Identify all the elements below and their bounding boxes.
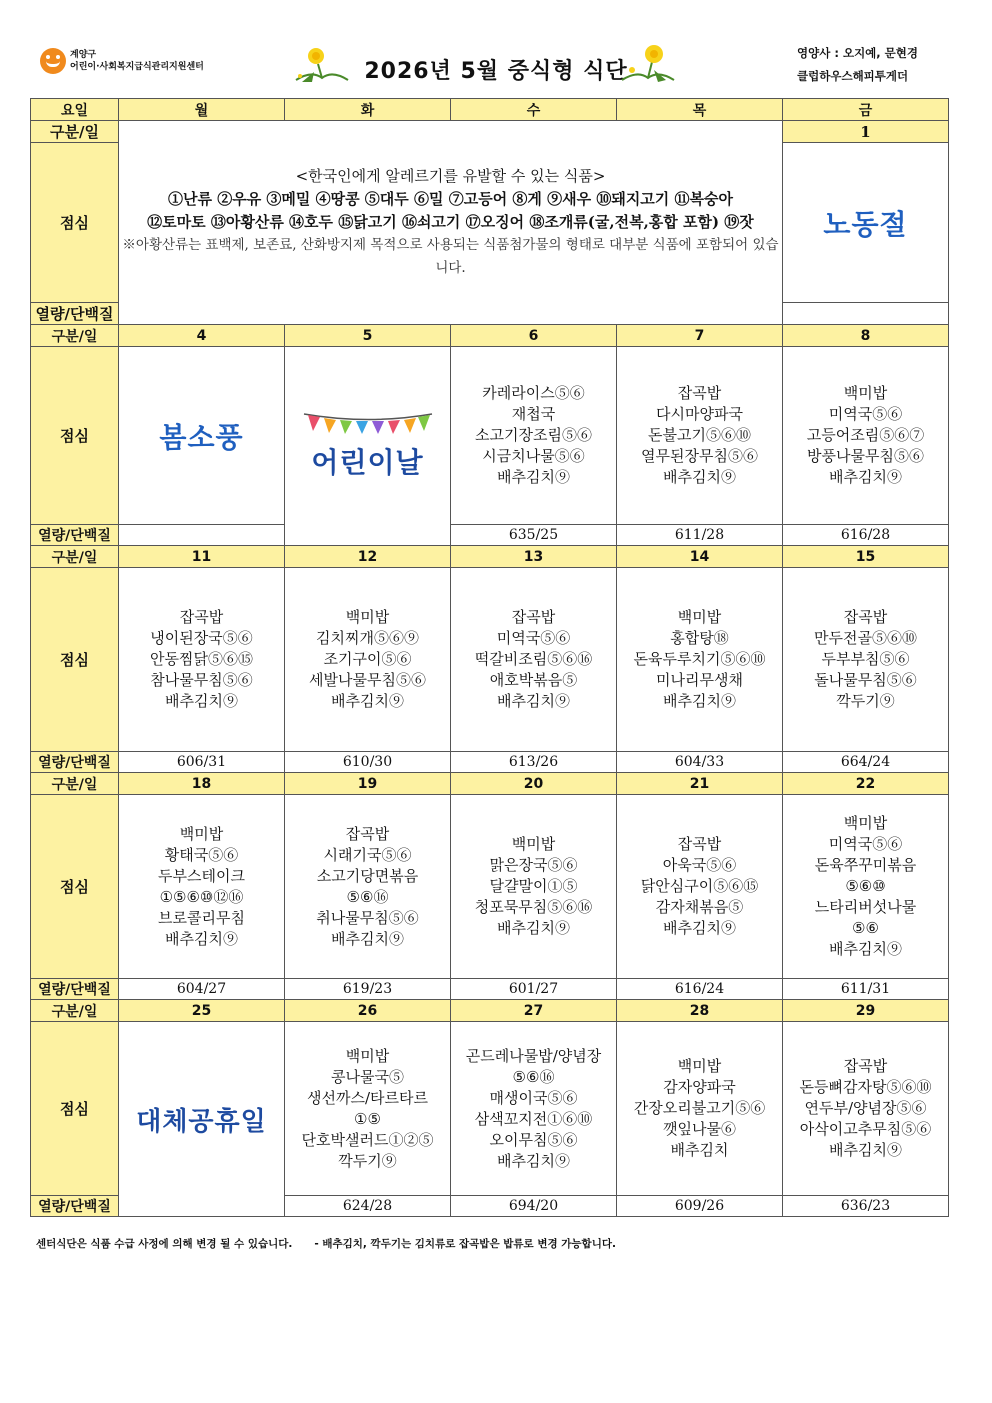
holiday-substitute [119,1022,285,1217]
dish: 재첩국 [511,405,556,423]
dish: 맑은장국⑤⑥ [489,856,578,874]
dish: 떡갈비조림⑤⑥⑯ [474,650,593,668]
nutrition-29: 636/23 [783,1196,949,1217]
dish: 배추김치⑨ [663,468,736,486]
weekday-thu: 목 [617,99,783,121]
day-14: 14 [617,546,783,568]
meal-21 [617,795,783,979]
category-day-label: 구분/일 [31,546,119,568]
dish: 백미밥 [843,814,888,832]
bunting-flags-icon [302,411,434,435]
meal-29 [783,1022,949,1196]
meal-20 [451,795,617,979]
weekday-label: 요일 [31,99,119,121]
dish: 배추김치⑨ [165,929,238,948]
day-27: 27 [451,1000,617,1022]
dish: 배추김치 [670,1141,729,1159]
week2-lunch-row [31,347,949,525]
day-7: 7 [617,325,783,347]
lunch-label: 점심 [31,347,119,525]
dish: 백미밥 [179,824,224,843]
holiday-spring-picnic [119,347,285,525]
dish: 배추김치⑨ [829,940,902,958]
dish: 시래기국⑤⑥ [323,845,412,864]
footer-note-substitution: - 배추김치, 깍두기는 김치류로 잡곡밥은 밥류로 변경 가능합니다. [314,1238,616,1250]
dish: 고등어조림⑤⑥⑦ [806,426,925,444]
weekday-fri: 금 [783,99,949,121]
dish: 미역국⑤⑥ [828,405,903,423]
dish: 잡곡밥 [511,608,556,626]
dish: 배추김치⑨ [663,692,736,710]
dish: 안동찜닭⑤⑥⑮ [150,650,253,668]
nutrition-6: 635/25 [451,525,617,546]
meal-6 [451,347,617,525]
holiday-text: 대체공휴일 [136,1106,267,1137]
meal-13 [451,568,617,752]
dish: 생선까스/타르타르 [307,1088,428,1107]
dish: 감자채볶음⑤ [655,898,744,916]
week5-lunch-row [31,1022,949,1196]
dish: 홍합탕⑱ [670,629,729,647]
weekday-tue: 화 [285,99,451,121]
dish: 백미밥 [677,1057,722,1075]
dish: 백미밥 [677,608,722,626]
dish: 돈육쭈꾸미볶음 [814,856,917,874]
meal-28 [617,1022,783,1196]
dish: 백미밥 [843,384,888,402]
logo-district: 계양구 [70,50,97,60]
day-18: 18 [119,773,285,795]
meal-26 [285,1022,451,1196]
nutrition-7: 611/28 [617,525,783,546]
day-19: 19 [285,773,451,795]
category-day-label: 구분/일 [31,121,119,143]
dish: 돈육두루치기⑤⑥⑩ [633,650,766,668]
dish: 청포묵무침⑤⑥⑯ [474,898,593,916]
dish: 배추김치⑨ [497,468,570,486]
day-8: 8 [783,325,949,347]
dish: 배추김치⑨ [331,692,404,710]
week3-nutrition-row [31,752,949,773]
dish: ①⑤⑥⑩⑫⑯ [159,887,244,906]
dish: 배추김치⑨ [331,929,404,948]
dish: 백미밥 [345,1046,390,1065]
dish: 다시마양파국 [656,405,743,423]
dish: 배추김치⑨ [497,919,570,937]
dish: 돈등뼈감자탕⑤⑥⑩ [799,1078,932,1096]
nutrition-4 [119,525,285,546]
lunch-label: 점심 [31,568,119,752]
dish: 황태국⑤⑥ [164,845,239,864]
nutrition-label: 열량/단백질 [31,525,119,546]
meal-8 [783,347,949,525]
nutrition-14: 604/33 [617,752,783,773]
dish: 미나리무생채 [656,671,743,689]
meal-18 [119,795,285,979]
day-15: 15 [783,546,949,568]
nutrition-11: 606/31 [119,752,285,773]
meal-7 [617,347,783,525]
nutrition-label: 열량/단백질 [31,303,119,325]
page-header [0,0,992,98]
dish: 간장오리불고기⑤⑥ [633,1099,766,1117]
week4-day-row [31,773,949,795]
weekday-mon: 월 [119,99,285,121]
nutrition-22: 611/31 [783,979,949,1000]
dish: 잡곡밥 [843,1057,888,1075]
page-title: 2026년 5월 중식형 식단 [364,59,628,84]
category-day-label: 구분/일 [31,1000,119,1022]
dish: 백미밥 [511,835,556,853]
staff-info [797,42,918,88]
dish: 아욱국⑤⑥ [662,856,737,874]
allergy-heading: <한국인에게 알레르기를 유발할 수 있는 식품> [295,167,606,185]
dish: ⑤⑥⑯ [346,887,389,906]
dish: 아삭이고추무침⑤⑥ [799,1120,932,1138]
lunch-label: 점심 [31,143,119,303]
day-25: 25 [119,1000,285,1022]
dish: 참나물무침⑤⑥ [150,671,253,689]
day-22: 22 [783,773,949,795]
footer-note-change: 센터식단은 식품 수급 사정에 의해 변경 될 수 있습니다. [36,1238,293,1250]
weekday-wed: 수 [451,99,617,121]
dish: 잡곡밥 [677,835,722,853]
holiday-labor-day [783,143,949,303]
nutrition-20: 601/27 [451,979,617,1000]
lunch-label: 점심 [31,1022,119,1196]
allergy-list-2: ⑫토마토 ⑬아황산류 ⑭호두 ⑮닭고기 ⑯쇠고기 ⑰오징어 ⑱조개류(굴,전복,홍합 포함) ⑲잣 [147,213,754,231]
dish: 잡곡밥 [677,384,722,402]
dish: 소고기당면볶음 [316,866,419,885]
meal-19 [285,795,451,979]
day-11: 11 [119,546,285,568]
facility-name: 클럽하우스해피투게더 [797,69,909,83]
holiday-text: 어린이날 [311,446,424,479]
day-26: 26 [285,1000,451,1022]
week1-day-row [31,121,949,143]
dish: 배추김치⑨ [165,692,238,710]
nutrition-15: 664/24 [783,752,949,773]
allergy-list-1: ①난류 ②우유 ③메밀 ④땅콩 ⑤대두 ⑥밀 ⑦고등어 ⑧게 ⑨새우 ⑩돼지고기 ⑪복숭아 [168,190,733,208]
allergy-notice [119,121,783,325]
nutrition-26: 624/28 [285,1196,451,1217]
dish: 브로콜리무침 [158,908,245,927]
dish: 김치찌개⑤⑥⑨ [316,629,419,647]
dish: 배추김치⑨ [663,919,736,937]
dish: 느타리버섯나물 [814,898,917,916]
allergy-note: ※아황산류는 표백제, 보존료, 산화방지제 목적으로 사용되는 식품첨가물의 형태로 대부분 식품에 포함되어 있습니다. [122,237,779,276]
dish: 단호박샐러드①②⑤ [301,1130,434,1149]
meal-12 [285,568,451,752]
weekday-header-row [31,99,949,121]
dish: 취나물무침⑤⑥ [316,908,419,927]
week2-nutrition-row [31,525,949,546]
dandelion-right-icon [618,40,678,86]
dish: 냉이된장국⑤⑥ [150,629,253,647]
dish: 만두전골⑤⑥⑩ [814,629,917,647]
day-13: 13 [451,546,617,568]
dish: 콩나물국⑤ [331,1067,404,1086]
monthly-menu-table [30,98,949,1217]
dish: 배추김치⑨ [829,1141,902,1159]
dish: 조기구이⑤⑥ [323,650,412,668]
dish: 깍두기⑨ [836,692,895,710]
dish: ①⑤ [354,1109,381,1128]
dish: ⑤⑥ [852,919,879,937]
logo-center-name: 어린이·사회복지급식관리지원센터 [70,62,204,72]
dish: ⑤⑥⑯ [512,1067,555,1086]
day-5: 5 [285,325,451,347]
meal-15 [783,568,949,752]
footer-notes [36,1236,616,1251]
week2-day-row [31,325,949,347]
dish: 감자양파국 [663,1078,736,1096]
nutrition-19: 619/23 [285,979,451,1000]
dish: 곤드레나물밥/양념장 [465,1046,602,1065]
dish: 오이무침⑤⑥ [489,1130,578,1149]
dish: 두부부침⑤⑥ [821,650,910,668]
nutrition-12: 610/30 [285,752,451,773]
dish: 배추김치⑨ [497,692,570,710]
dish: 달걀말이①⑤ [489,877,578,895]
meal-11 [119,568,285,752]
dish: 돌나물무침⑤⑥ [814,671,917,689]
nutrition-27: 694/20 [451,1196,617,1217]
dish: 열무된장무침⑤⑥ [641,447,758,465]
dish: 세발나물무침⑤⑥ [309,671,426,689]
day-29: 29 [783,1000,949,1022]
week4-nutrition-row [31,979,949,1000]
week3-day-row [31,546,949,568]
dish: 깻잎나물⑥ [663,1120,736,1138]
nutrition-28: 609/26 [617,1196,783,1217]
week5-day-row [31,1000,949,1022]
day-21: 21 [617,773,783,795]
nutrition-8: 616/28 [783,525,949,546]
meal-14 [617,568,783,752]
dish: 닭안심구이⑤⑥⑮ [640,877,759,895]
day-20: 20 [451,773,617,795]
dish: 소고기장조림⑤⑥ [475,426,592,444]
dish: 삼색꼬지전①⑥⑩ [474,1109,593,1128]
dish: 백미밥 [345,608,390,626]
week4-lunch-row [31,795,949,979]
meal-22 [783,795,949,979]
day-6: 6 [451,325,617,347]
holiday-text: 노동절 [823,207,908,241]
nutrition-label: 열량/단백질 [31,752,119,773]
holiday-text: 봄소풍 [159,420,244,454]
dish: 잡곡밥 [179,608,224,626]
meal-27 [451,1022,617,1196]
dish: 잡곡밥 [843,608,888,626]
dish: 연두부/양념장⑤⑥ [804,1099,927,1117]
dish: 애호박볶음⑤ [489,671,578,689]
nutrition-21: 616/24 [617,979,783,1000]
nutrition-empty [783,303,949,325]
dish: 매생이국⑤⑥ [489,1088,578,1107]
dish: 미역국⑤⑥ [828,835,903,853]
dish: 돈불고기⑤⑥⑩ [648,426,751,444]
dietitian-names: 영양사 : 오지예, 문현경 [797,46,918,60]
day-12: 12 [285,546,451,568]
dish: 배추김치⑨ [829,468,902,486]
day-28: 28 [617,1000,783,1022]
dish: 두부스테이크 [158,866,245,885]
week3-lunch-row [31,568,949,752]
nutrition-18: 604/27 [119,979,285,1000]
dish: 배추김치⑨ [497,1151,570,1170]
dish: 미역국⑤⑥ [496,629,571,647]
dish: 잡곡밥 [345,824,390,843]
lunch-label: 점심 [31,795,119,979]
category-day-label: 구분/일 [31,325,119,347]
dish: 카레라이스⑤⑥ [482,384,585,402]
dish: 방풍나물무침⑤⑥ [807,447,924,465]
nutrition-13: 613/26 [451,752,617,773]
nutrition-label: 열량/단백질 [31,1196,119,1217]
holiday-childrens-day [285,347,451,546]
dish: 시금치나물⑤⑥ [482,447,585,465]
day-1: 1 [783,121,949,143]
dish: ⑤⑥⑩ [845,877,886,895]
category-day-label: 구분/일 [31,773,119,795]
day-4: 4 [119,325,285,347]
nutrition-label: 열량/단백질 [31,979,119,1000]
dish: 깍두기⑨ [338,1151,397,1170]
